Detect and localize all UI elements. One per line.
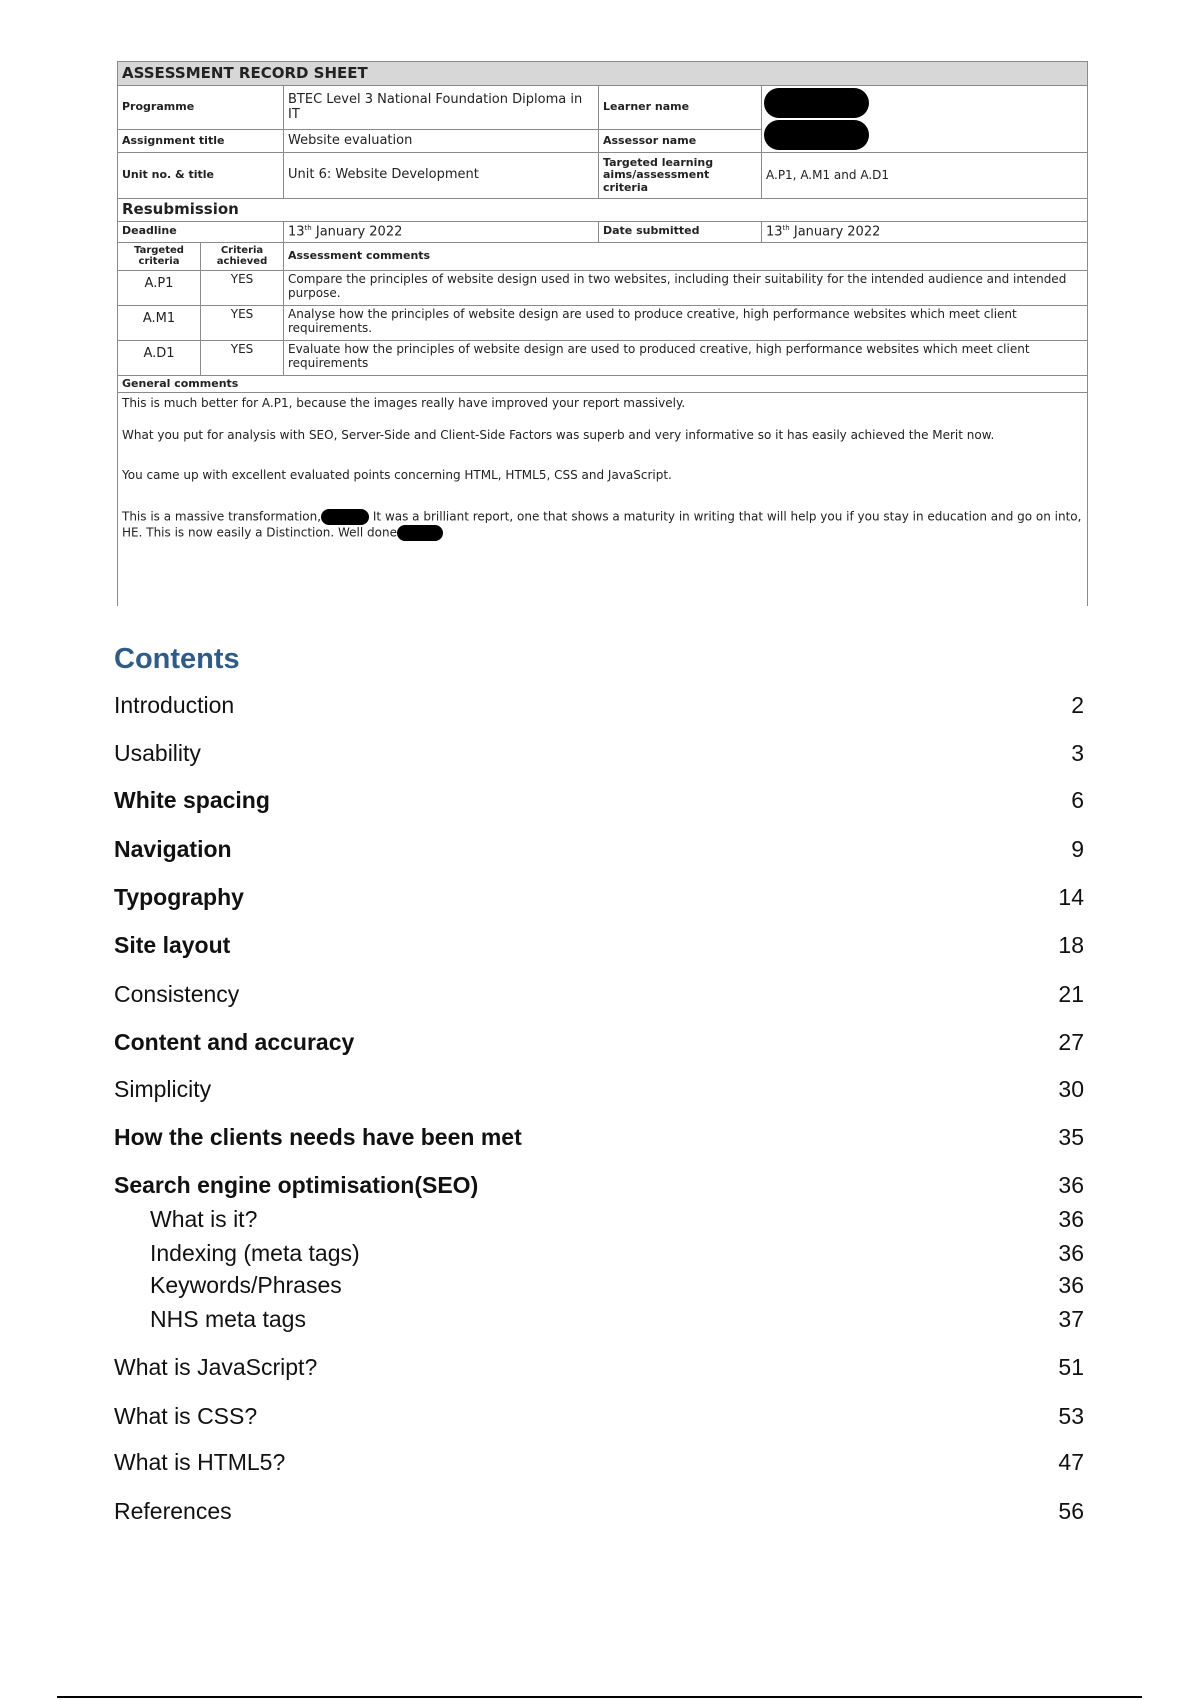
submitted-month-year: January 2022 [789, 223, 881, 239]
unit-label: Unit no. & title [118, 153, 284, 199]
toc-entry[interactable] [114, 1029, 1084, 1059]
toc-entry[interactable] [114, 1124, 1084, 1154]
toc-entry[interactable] [114, 981, 1084, 1011]
submitted-day: 13 [766, 223, 783, 239]
toc-entry[interactable] [114, 1498, 1084, 1528]
redacted-names-cell [762, 86, 1088, 153]
programme-value: BTEC Level 3 National Foundation Diploma in IT [284, 86, 599, 130]
criteria-row [118, 270, 1088, 305]
unit-row [118, 153, 1088, 199]
toc-entry-page-number: 14 [1058, 884, 1084, 910]
toc-entry-page-number: 27 [1058, 1029, 1084, 1055]
assignment-title-label: Assignment title [118, 130, 284, 153]
toc-entry-page-number: 3 [1071, 740, 1084, 766]
toc-entry-label: What is HTML5? [114, 1449, 286, 1475]
toc-entry[interactable] [114, 1240, 1084, 1270]
criteria-row [118, 340, 1088, 375]
criterion-achieved: YES [201, 270, 284, 305]
targeted-criteria-header: Targeted criteria [118, 242, 201, 270]
toc-entry-label: Content and accuracy [114, 1029, 355, 1055]
assessment-comments-header: Assessment comments [284, 242, 1088, 270]
general-comment: You came up with excellent evaluated points concerning HTML, HTML5, CSS and JavaScript. [122, 468, 672, 482]
toc-entry-page-number: 36 [1058, 1272, 1084, 1298]
toc-entry[interactable] [114, 740, 1084, 770]
criterion-achieved: YES [201, 305, 284, 340]
resubmission-label: Resubmission [118, 199, 1088, 221]
date-submitted-label: Date submitted [599, 221, 762, 242]
toc-entry-label: References [114, 1498, 232, 1524]
deadline-day: 13 [288, 223, 305, 239]
toc-entry-label: Simplicity [114, 1076, 212, 1102]
toc-entry[interactable] [114, 1172, 1084, 1202]
toc-entry[interactable] [114, 1354, 1084, 1384]
toc-entry-page-number: 53 [1058, 1403, 1084, 1429]
toc-entry-label: White spacing [114, 787, 270, 813]
toc-entry-label: What is JavaScript? [114, 1354, 318, 1380]
learner-name-label: Learner name [599, 86, 762, 130]
assessor-name-label: Assessor name [599, 130, 762, 153]
toc-entry-label: How the clients needs have been met [114, 1124, 522, 1150]
criterion-comment: Compare the principles of website design used in two websites, including their suitability for the intended audience and intended purpose. [284, 270, 1088, 305]
criteria-achieved-header: Criteria achieved [201, 242, 284, 270]
redaction-mark [397, 525, 443, 541]
assignment-title-value: Website evaluation [284, 130, 599, 153]
resubmission-row [118, 199, 1088, 221]
toc-entry-page-number: 35 [1058, 1124, 1084, 1150]
assessment-record-sheet [117, 61, 1088, 606]
deadline-row [118, 221, 1088, 242]
toc-entry[interactable] [114, 932, 1084, 962]
date-submitted-value [762, 221, 1088, 242]
deadline-value [284, 221, 599, 242]
deadline-ordinal: th [304, 223, 312, 232]
toc-entry-page-number: 18 [1058, 932, 1084, 958]
toc-entry-label: What is it? [150, 1206, 258, 1232]
criterion-achieved: YES [201, 340, 284, 375]
deadline-label: Deadline [118, 221, 284, 242]
final-comment-rest: It was a brilliant report, one that shows a maturity in writing that will help you if you stay in education and go on into, HE. This is now easily a Distinction. Well done [122, 509, 1082, 540]
programme-row [118, 86, 1088, 130]
toc-entry-page-number: 37 [1058, 1306, 1084, 1332]
toc-entry-label: What is CSS? [114, 1403, 258, 1429]
targeted-criteria-label: Targeted learning aims/assessment criteria [599, 153, 762, 199]
criterion-comment: Analyse how the principles of website design are used to produce creative, high performance websites which meet client requirements. [284, 305, 1088, 340]
criteria-header-row [118, 242, 1088, 270]
toc-entry[interactable] [114, 1272, 1084, 1302]
toc-entry-label: Consistency [114, 981, 240, 1007]
toc-entry-page-number: 56 [1058, 1498, 1084, 1524]
toc-entry[interactable] [114, 1449, 1084, 1479]
toc-entry[interactable] [114, 836, 1084, 866]
toc-entry-page-number: 36 [1058, 1206, 1084, 1232]
toc-entry-page-number: 36 [1058, 1240, 1084, 1266]
toc-entry-page-number: 36 [1058, 1172, 1084, 1198]
final-comment-start: This is a massive transformation, [122, 509, 322, 524]
criterion-code: A.M1 [118, 305, 201, 340]
toc-entry-page-number: 30 [1058, 1076, 1084, 1102]
page-footer-rule [57, 1696, 1142, 1698]
toc-entry-label: Keywords/Phrases [150, 1272, 342, 1298]
toc-entry-page-number: 2 [1071, 692, 1084, 718]
toc-entry-label: Search engine optimisation(SEO) [114, 1172, 479, 1198]
criterion-comment: Evaluate how the principles of website design are used to produced creative, high performance websites which meet client requirements [284, 340, 1088, 375]
toc-entry[interactable] [114, 692, 1084, 722]
deadline-month-year: January 2022 [311, 223, 403, 239]
toc-entry[interactable] [114, 1206, 1084, 1236]
general-comments-label: General comments [118, 375, 1088, 393]
redaction-mark [764, 88, 869, 118]
general-comments-header-row [118, 375, 1088, 393]
criteria-row [118, 305, 1088, 340]
redaction-mark [764, 120, 869, 150]
toc-entry[interactable] [114, 787, 1084, 817]
general-comment-final [122, 509, 1083, 541]
toc-entry-page-number: 51 [1058, 1354, 1084, 1380]
contents-heading: Contents [114, 643, 240, 675]
general-comments-row [118, 393, 1088, 607]
targeted-criteria-value: A.P1, A.M1 and A.D1 [762, 153, 1088, 199]
criterion-code: A.P1 [118, 270, 201, 305]
toc-entry-page-number: 6 [1071, 787, 1084, 813]
toc-entry-label: Introduction [114, 692, 235, 718]
toc-entry-page-number: 9 [1071, 836, 1084, 862]
unit-value: Unit 6: Website Development [284, 153, 599, 199]
toc-entry[interactable] [114, 884, 1084, 914]
toc-entry-label: Site layout [114, 932, 231, 958]
toc-entry-label: Indexing (meta tags) [150, 1240, 360, 1266]
redaction-mark [321, 509, 369, 525]
sheet-title-row [118, 62, 1088, 86]
toc-entry-label: Usability [114, 740, 201, 766]
toc-entry-label: Typography [114, 884, 244, 910]
toc-entry-label: NHS meta tags [150, 1306, 306, 1332]
general-comment: What you put for analysis with SEO, Server-Side and Client-Side Factors was superb and very informative so it has easily achieved the Merit now. [122, 428, 995, 443]
general-comment: This is much better for A.P1, because the images really have improved your report massively. [122, 396, 686, 411]
toc-entry[interactable] [114, 1403, 1084, 1433]
submitted-ordinal: th [782, 223, 790, 232]
sheet-title: ASSESSMENT RECORD SHEET [118, 62, 1088, 86]
programme-label: Programme [118, 86, 284, 130]
toc-entry[interactable] [114, 1076, 1084, 1106]
general-comments-body [118, 393, 1088, 607]
toc-entry-page-number: 21 [1058, 981, 1084, 1007]
toc-entry-page-number: 47 [1058, 1449, 1084, 1475]
criterion-code: A.D1 [118, 340, 201, 375]
toc-entry[interactable] [114, 1306, 1084, 1336]
toc-entry-label: Navigation [114, 836, 232, 862]
